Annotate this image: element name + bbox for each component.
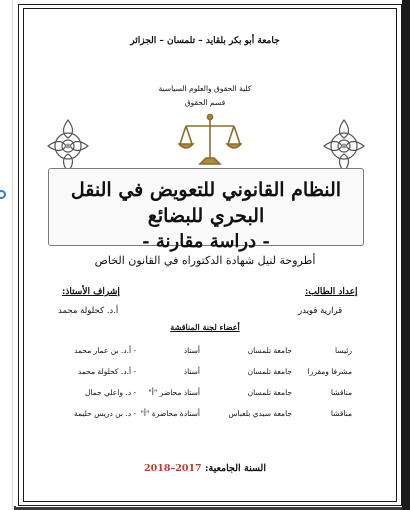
academic-year-label: السنة الجامعية: <box>204 463 266 474</box>
jury-member-rank: أستاذ <box>183 346 200 355</box>
thesis-title: النظام القانوني للتعويض في النقل البحري للبضائع <box>70 179 342 227</box>
jury-member-role: مشرفا ومقررا <box>307 367 352 376</box>
jury-member-role: رئيسا <box>335 346 352 355</box>
jury-member-name: - أ.د. كحلولة محمد <box>77 367 136 376</box>
jury-row <box>44 382 360 403</box>
jury-member-rank: أستاذة محاضرة "أ" <box>140 409 200 418</box>
jury-member-institution: جامعة تلمسان <box>247 346 292 355</box>
jury-member-name: - د. واعلي جمال <box>84 388 136 397</box>
student-label: إعداد الطالب: <box>305 287 358 297</box>
jury-heading: أعضاء لجنة المناقشة <box>170 322 240 332</box>
jury-member-name: - د. بن دريس حليمة <box>74 409 136 418</box>
jury-member-institution: جامعة سيدي بلعباس <box>228 409 292 418</box>
jury-member-role: مناقشا <box>330 409 352 418</box>
side-marker-icon[interactable] <box>0 190 6 199</box>
jury-member-role: مناقشا <box>330 388 352 397</box>
supervisor-name: أ.د. كحلولة محمد <box>58 306 119 316</box>
ornament-rosette-icon <box>320 116 368 176</box>
title-box <box>48 168 364 252</box>
scales-of-justice-icon <box>178 112 242 168</box>
academic-year-value: 2017–2018 <box>144 463 202 474</box>
jury-row <box>44 340 360 361</box>
jury-member-institution: جامعة تلمسان <box>247 388 292 397</box>
thesis-statement: أطروحة لنيل شهادة الدكتوراه في القانون الخاص <box>94 254 316 267</box>
jury-member-name: - أ.د. بن عمار محمد <box>74 346 136 355</box>
academic-year <box>0 463 410 474</box>
department-name: قسم الحقوق <box>184 98 226 107</box>
university-name: جامعة أبو بكر بلقايد – تلمسان – الجزائر <box>130 36 280 46</box>
supervisor-label: إشراف الأستاذ: <box>62 287 120 297</box>
jury-row <box>44 403 360 424</box>
thesis-subtitle: - دراسة مقارنة - <box>142 231 270 252</box>
jury-row <box>44 361 360 382</box>
jury-member-rank: أستاذ <box>183 367 200 376</box>
faculty-name: كلية الحقوق والعلوم السياسية <box>158 84 252 93</box>
jury-member-institution: جامعة تلمسان <box>247 367 292 376</box>
student-name: قرارية قويدر <box>298 306 343 316</box>
ornament-rosette-icon <box>44 116 92 176</box>
jury-member-rank: أستاذ محاضر "أ" <box>148 388 200 397</box>
jury-table <box>44 340 360 424</box>
